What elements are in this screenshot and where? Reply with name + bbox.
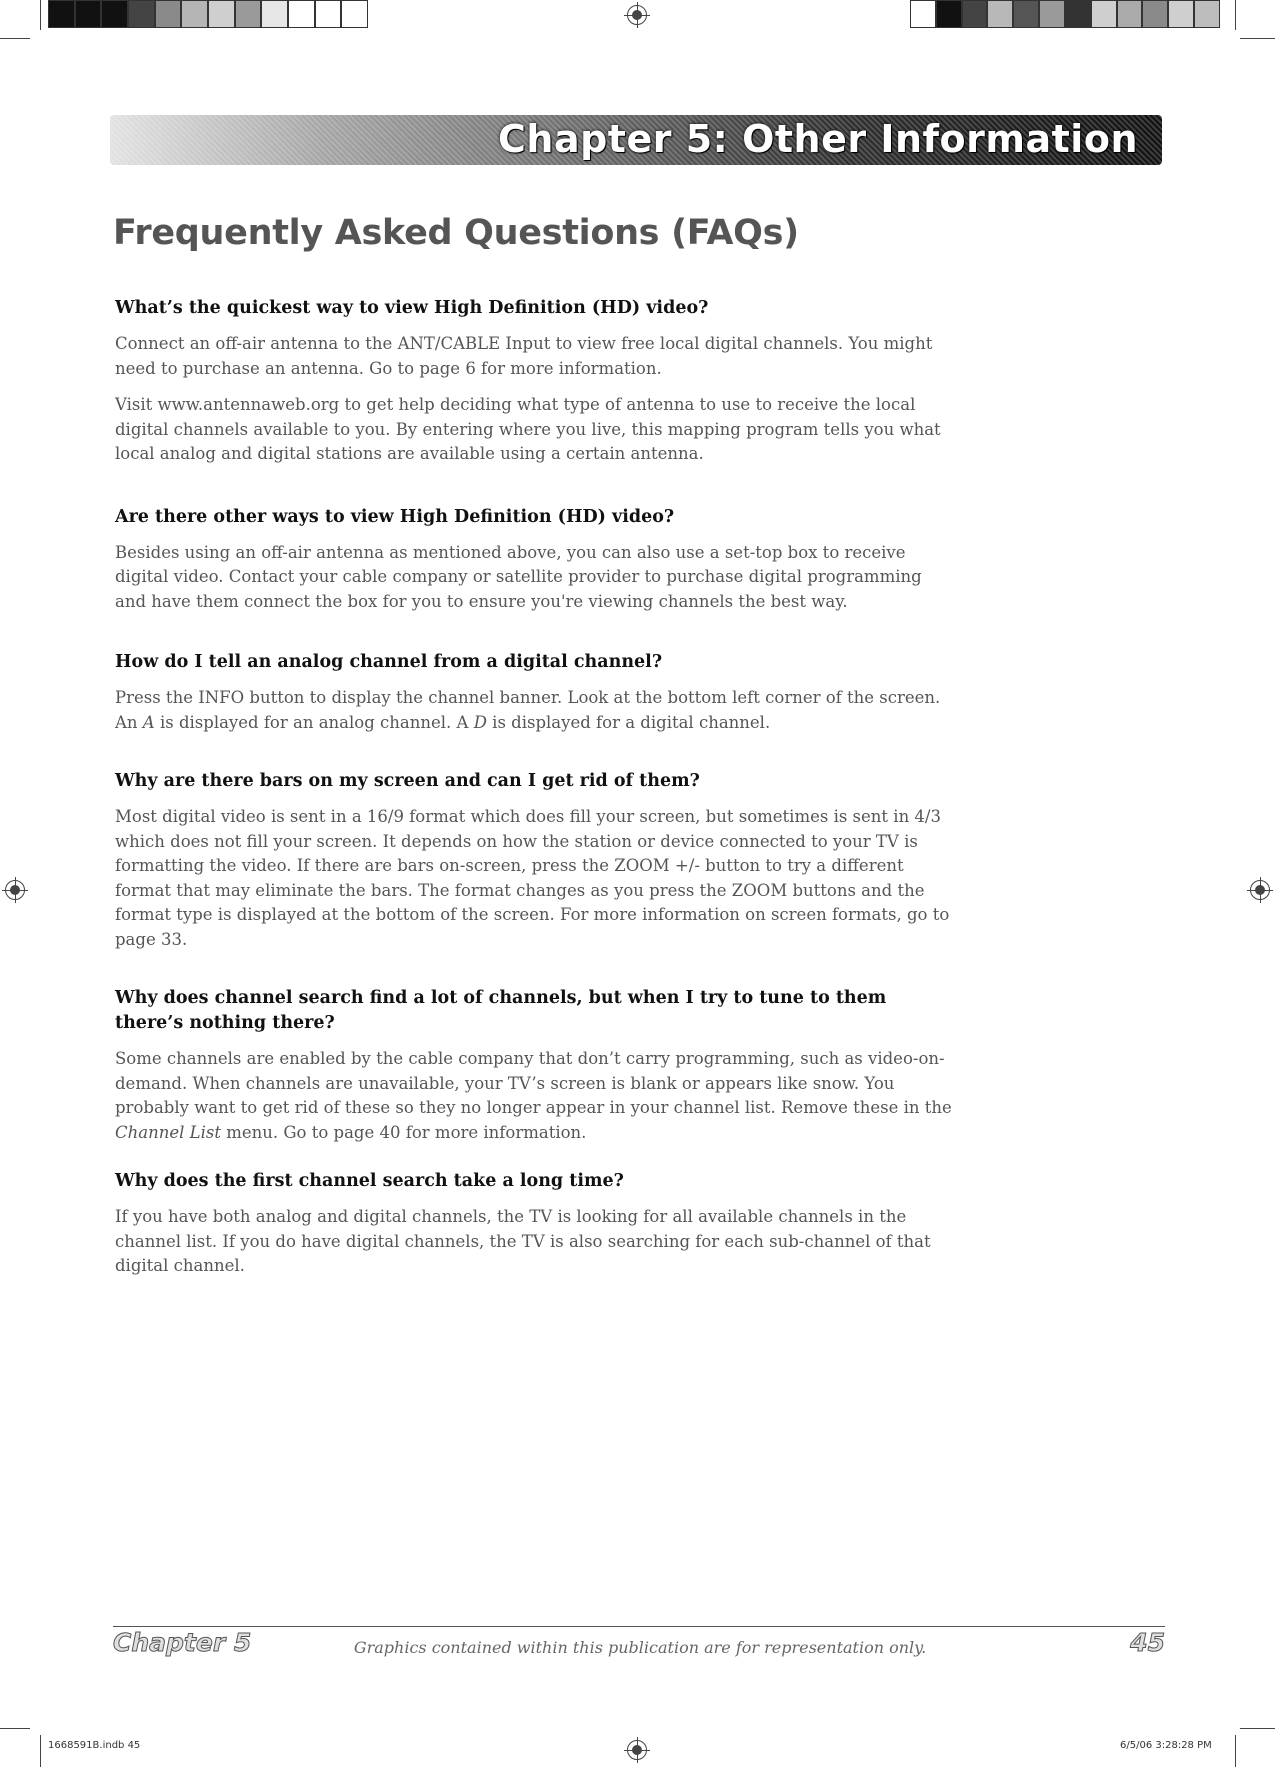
color-bar-strip-left <box>48 0 368 28</box>
chapter-banner <box>110 115 1162 165</box>
color-bar-swatch <box>1065 0 1091 28</box>
page-number: 45 <box>1130 1628 1165 1657</box>
faq-question: Why does the first channel search take a long time? <box>115 1171 624 1191</box>
faq-item <box>115 769 955 952</box>
color-bar-swatch <box>101 0 128 28</box>
color-bar-swatch <box>1194 0 1220 28</box>
color-bar-strip-right <box>910 0 1220 28</box>
crop-mark <box>40 0 41 30</box>
color-bar-swatch <box>128 0 155 28</box>
faq-answer: Most digital video is sent in a 16/9 format which does fill your screen, but sometimes is sent in 4/3 which does not fill your screen. It depends on how the station or device connected to your TV is formatting the video. If there are bars on-screen, press the ZOOM +/- button to try a different format that may eliminate the bars. The format changes as you press the ZOOM buttons and the format type is displayed at the bottom of the screen. For more information on screen formats, go to page 33. <box>115 807 950 949</box>
color-bar-swatch <box>936 0 962 28</box>
page-title: Frequently Asked Questions (FAQs) <box>113 213 799 253</box>
faq-answer: Press the INFO button to display the channel banner. Look at the bottom left corner of the screen. An A is displayed for an analog channel. A D is displayed for a digital channel. <box>115 688 941 732</box>
color-bar-swatch <box>1142 0 1168 28</box>
faq-question: What’s the quickest way to view High Definition (HD) video? <box>115 298 709 318</box>
color-bar-swatch <box>315 0 342 28</box>
color-bar-swatch <box>208 0 235 28</box>
crop-mark <box>0 1728 30 1729</box>
color-bar-swatch <box>1117 0 1143 28</box>
footer-divider <box>113 1626 1165 1627</box>
print-slug-file: 1668591B.indb 45 <box>48 1740 141 1751</box>
color-bar-swatch <box>155 0 182 28</box>
chapter-banner-title: Chapter 5: Other Information <box>498 117 1138 161</box>
color-bar-swatch <box>75 0 102 28</box>
faq-answer: If you have both analog and digital channels, the TV is looking for all available channels in the channel list. If you do have digital channels, the TV is also searching for each sub-channel of that digital channel. <box>115 1207 931 1275</box>
color-bar-swatch <box>987 0 1013 28</box>
color-bar-swatch <box>1013 0 1039 28</box>
footer-chapter-label: Chapter 5 <box>113 1628 252 1657</box>
print-slug-date: 6/5/06 3:28:28 PM <box>1120 1740 1212 1751</box>
crop-mark <box>1240 38 1275 39</box>
color-bar-swatch <box>181 0 208 28</box>
crop-mark <box>40 1735 41 1767</box>
faq-answer: Connect an off-air antenna to the ANT/CABLE Input to view free local digital channels. You might need to purchase an antenna. Go to page 6 for more information. <box>115 334 933 378</box>
faq-item <box>115 505 955 615</box>
crop-mark <box>1235 1735 1236 1767</box>
color-bar-swatch <box>288 0 315 28</box>
color-bar-swatch <box>48 0 75 28</box>
registration-mark-icon <box>1250 880 1270 900</box>
registration-mark-icon <box>627 1740 647 1760</box>
faq-answer: Besides using an off-air antenna as mentioned above, you can also use a set-top box to receive digital video. Contact your cable company or satellite provider to purchase digital programming and have them connect the box for you to ensure you're viewing channels the best way. <box>115 542 922 611</box>
crop-mark <box>0 38 30 39</box>
color-bar-swatch <box>1168 0 1194 28</box>
faq-item <box>115 1169 955 1279</box>
footer-disclaimer: Graphics contained within this publication are for representation only. <box>353 1638 927 1657</box>
registration-mark-icon <box>5 880 25 900</box>
registration-mark-icon <box>627 5 647 25</box>
faq-question: Why are there bars on my screen and can I get rid of them? <box>115 771 700 791</box>
faq-answer: Some channels are enabled by the cable company that don’t carry programming, such as video-on-demand. When channels are unavailable, your TV’s screen is blank or appears like snow. You probably want to get rid of these so they no longer appear in your channel list. Remove these in the Channel List menu. Go to page 40 for more information. <box>115 1049 952 1142</box>
faq-question: How do I tell an analog channel from a digital channel? <box>115 652 663 672</box>
color-bar-swatch <box>341 0 368 28</box>
color-bar-swatch <box>261 0 288 28</box>
crop-mark <box>1235 0 1236 30</box>
faq-answer: Visit www.antennaweb.org to get help deciding what type of antenna to use to receive the local digital channels available to you. By entering where you live, this mapping program tells you what local analog and digital stations are available using a certain antenna. <box>115 395 941 463</box>
color-bar-swatch <box>235 0 262 28</box>
faq-item <box>115 650 955 735</box>
color-bar-swatch <box>1039 0 1065 28</box>
faq-question: Why does channel search find a lot of channels, but when I try to tune to them there’s nothing there? <box>115 988 887 1033</box>
faq-list <box>115 296 955 1279</box>
faq-item <box>115 986 955 1145</box>
color-bar-swatch <box>1091 0 1117 28</box>
faq-question: Are there other ways to view High Definition (HD) video? <box>115 506 675 527</box>
faq-item <box>115 296 955 467</box>
color-bar-swatch <box>962 0 988 28</box>
color-bar-swatch <box>910 0 936 28</box>
crop-mark <box>1240 1728 1275 1729</box>
